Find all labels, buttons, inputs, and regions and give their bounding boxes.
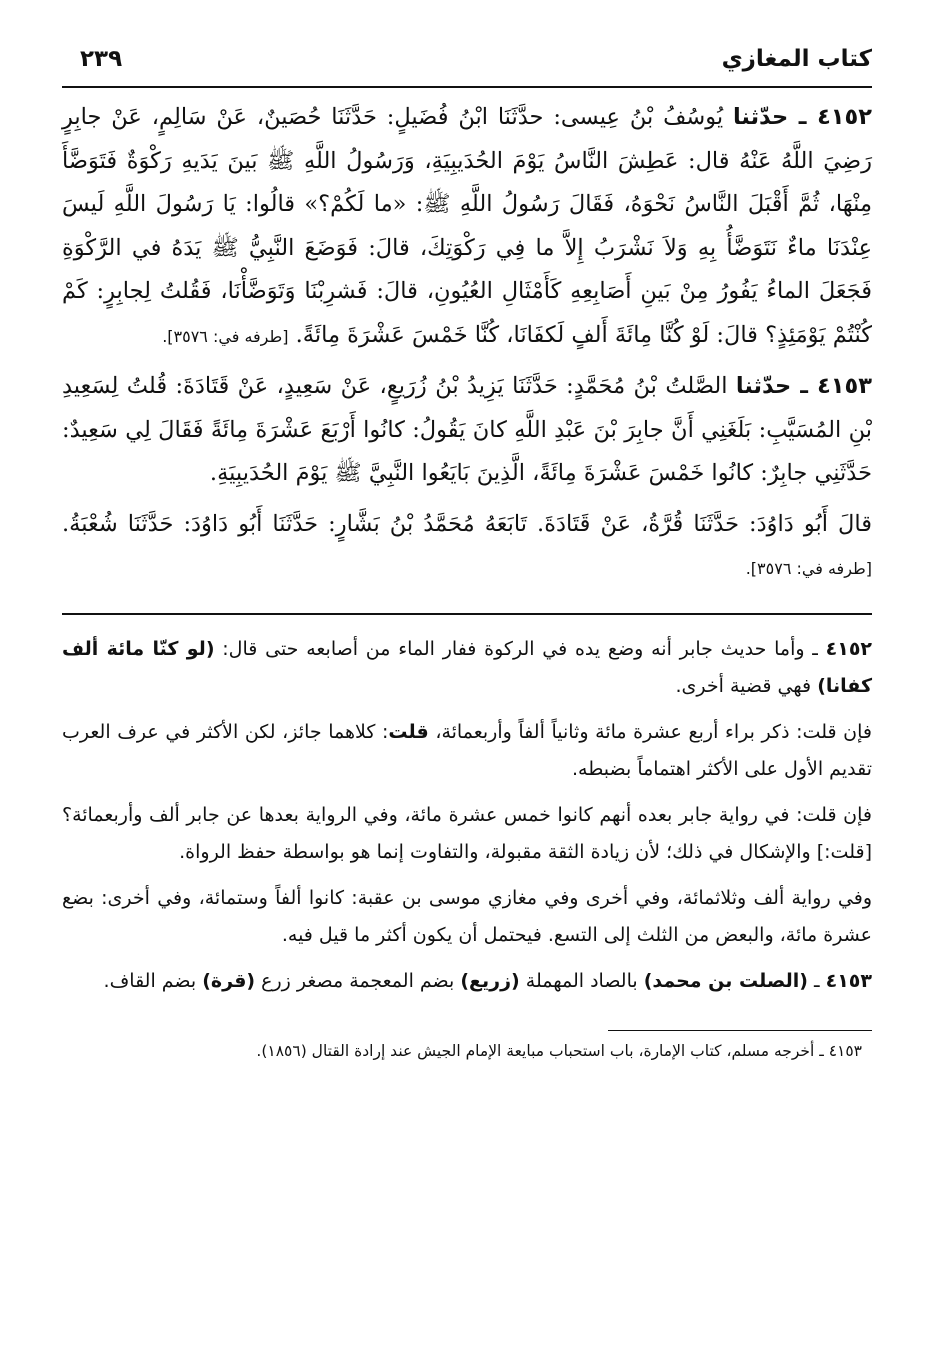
quoted-phrase: (لو كنّا مائة ألف كفانا) [62,637,872,697]
commentary-text: وفي رواية ألف وثلاثمائة، وفي أخرى وفي مغازي موسى بن عقبة: كانوا ألفاً وستمائة، وفي أخرى: بضع عشرة مائة، والبعض من الثلث إلى التسع. فيحتمل أن يكون أكثر ما قيل فيه. [62,886,872,946]
book-page [62,40,872,1330]
hadith-number: ٤١٥٣ ـ حدّثنا [735,373,872,399]
hadith-4153 [62,365,872,496]
cross-reference: [طرفه في: ٣٥٧٦]. [745,559,872,578]
header-divider [62,86,872,88]
running-title: كتاب المغازي [721,46,872,72]
commentary-text: بالصاد المهملة [519,969,644,992]
commentary-text: فهي قضية أخرى. [675,675,818,697]
commentary-paragraph [62,797,872,872]
hadith-body: الصَّلتُ بْنُ مُحَمَّدٍ: حَدَّثَنَا يَزِيدُ بْنُ زُرَيعٍ، عَنْ سَعِيدٍ، عَنْ قَتَادَةَ: قُلتُ لِسَعِيدِ بْنِ المُسَيَّبِ: بَلَغَنِي أَنَّ جابِرَ بْنَ عَبْدِ اللَّهِ كانَ يَقُولُ: كانُوا أَرْبَعَ عَشْرَةَ مِائَةً فَقَالَ لِي سَعِيدٌ: حَدَّثَنِي جابِرٌ: كانُوا خَمْسَ عَشْرَةَ مِائَةً، الَّذِينَ بَايَعُوا النَّبِيَّ ﷺ يَوْمَ الحُدَيبِيَةِ. [62,373,872,486]
commentary-paragraph [62,714,872,789]
running-header [62,40,872,84]
commentary-text: بضم القاف. [103,969,203,992]
commentary-paragraph [62,631,872,706]
taliq-note [62,503,872,591]
footnote: ٤١٥٣ ـ أخرجه مسلم، كتاب الإمارة، باب استحباب مبايعة الإمام الجيش عند إرادة القتال (١٨٥٦). [256,1042,862,1060]
commentary-number: ٤١٥٣ [825,969,872,992]
commentary-text: : كلاهما جائز، لكن الأكثر في عرف العرب تقديم الأول على الأكثر اهتماماً بضبطه. [62,720,872,780]
footnote-divider [608,1030,872,1031]
commentary-section [62,631,872,1001]
hadith-number: ٤١٥٢ ـ حدّثنا [732,104,872,130]
commentary-paragraph [62,880,872,955]
commentary-number: ٤١٥٢ [825,637,873,660]
hadith-text-section [62,96,872,591]
cross-reference: [طرفه في: ٣٥٧٦]. [162,326,289,346]
commentary-paragraph [62,963,872,1001]
hadith-body: يُوسُفُ بْنُ عِيسى: حدَّثَنَا ابْنُ فُضَيلٍ: حَدَّثَنَا حُصَينٌ، عَنْ سَالِمٍ، عَنْ جابِرٍ رَضِيَ اللَّهُ عَنْهُ قال: عَطِشَ النَّاسُ يَوْمَ الحُدَيبِيَةِ، وَرَسُولُ اللَّهِ ﷺ بَينَ يَدَيهِ رَكْوَةٌ فَتَوَضَّأَ مِنْهَا، ثُمَّ أَقْبَلَ النَّاسُ نَحْوَهُ، فَقَالَ رَسُولُ اللَّهِ ﷺ: «ما لَكُمْ؟» قالُوا: يَا رَسُولَ اللَّهِ لَيسَ عِنْدَنَا ماءٌ نَتَوَضَّأُ بِهِ وَلاَ نَشْرَبُ إِلاَّ ما فِي رَكْوَتِكَ، قالَ: فَوَضَعَ النَّبِيُّ ﷺ يَدَهُ في الرَّكْوَةِ فَجَعَلَ الماءُ يَفُورُ مِنْ بَينِ أَصَابِعِهِ كَأَمْثَالِ العُيُونِ، قالَ: فَشرِبْنَا وَتَوَضَّأْنَا، فَقُلتُ لِجابِرٍ: كَمْ كُنْتُمْ يَوْمَئِذٍ؟ قالَ: لَوْ كُنَّا مِائَةَ أَلفٍ لَكفَانَا، كُنَّا خَمْسَ عَشْرَةَ مِائَةً. [62,104,872,348]
hadith-4152 [62,96,872,358]
taliq-body: قالَ أَبُو دَاوُدَ: حَدَّثَنَا قُرَّةُ، عَنْ قَتَادَةَ. تَابَعَهُ مُحَمَّدُ بْنُ بَشَّارٍ: حَدَّثَنَا أَبُو دَاوُدَ: حَدَّثَنَا شُعْبَةُ. [62,510,872,537]
quoted-phrase: (زريع) [460,969,520,992]
answer-keyword: قلت [388,720,429,743]
commentary-text: ـ وأما حديث جابر أنه وضع يده في الركوة ففار الماء من أصابعه حتى قال: [214,637,826,660]
page-number: ٢٣٩ [80,46,123,72]
commentary-text: ـ [807,969,826,992]
commentary-text: فإن قلت: في رواية جابر بعده أنهم كانوا خمس عشرة مائة، وفي الرواية بعدها عن جابر ألف وأربعمائة؟ [قلت:] والإشكال في ذلك؛ لأن زيادة الثقة مقبولة، والتفاوت إنما هو بواسطة حفظ الرواة. [62,803,872,863]
section-divider [62,613,872,615]
commentary-text: بضم المعجمة مصغر زرع [255,969,461,992]
quoted-phrase: (قرة) [202,969,256,992]
quoted-phrase: (الصلت بن محمد) [643,969,808,992]
commentary-text: فإن قلت: ذكر براء أربع عشرة مائة وثانياً ألفاً وأربعمائة، [428,720,873,743]
